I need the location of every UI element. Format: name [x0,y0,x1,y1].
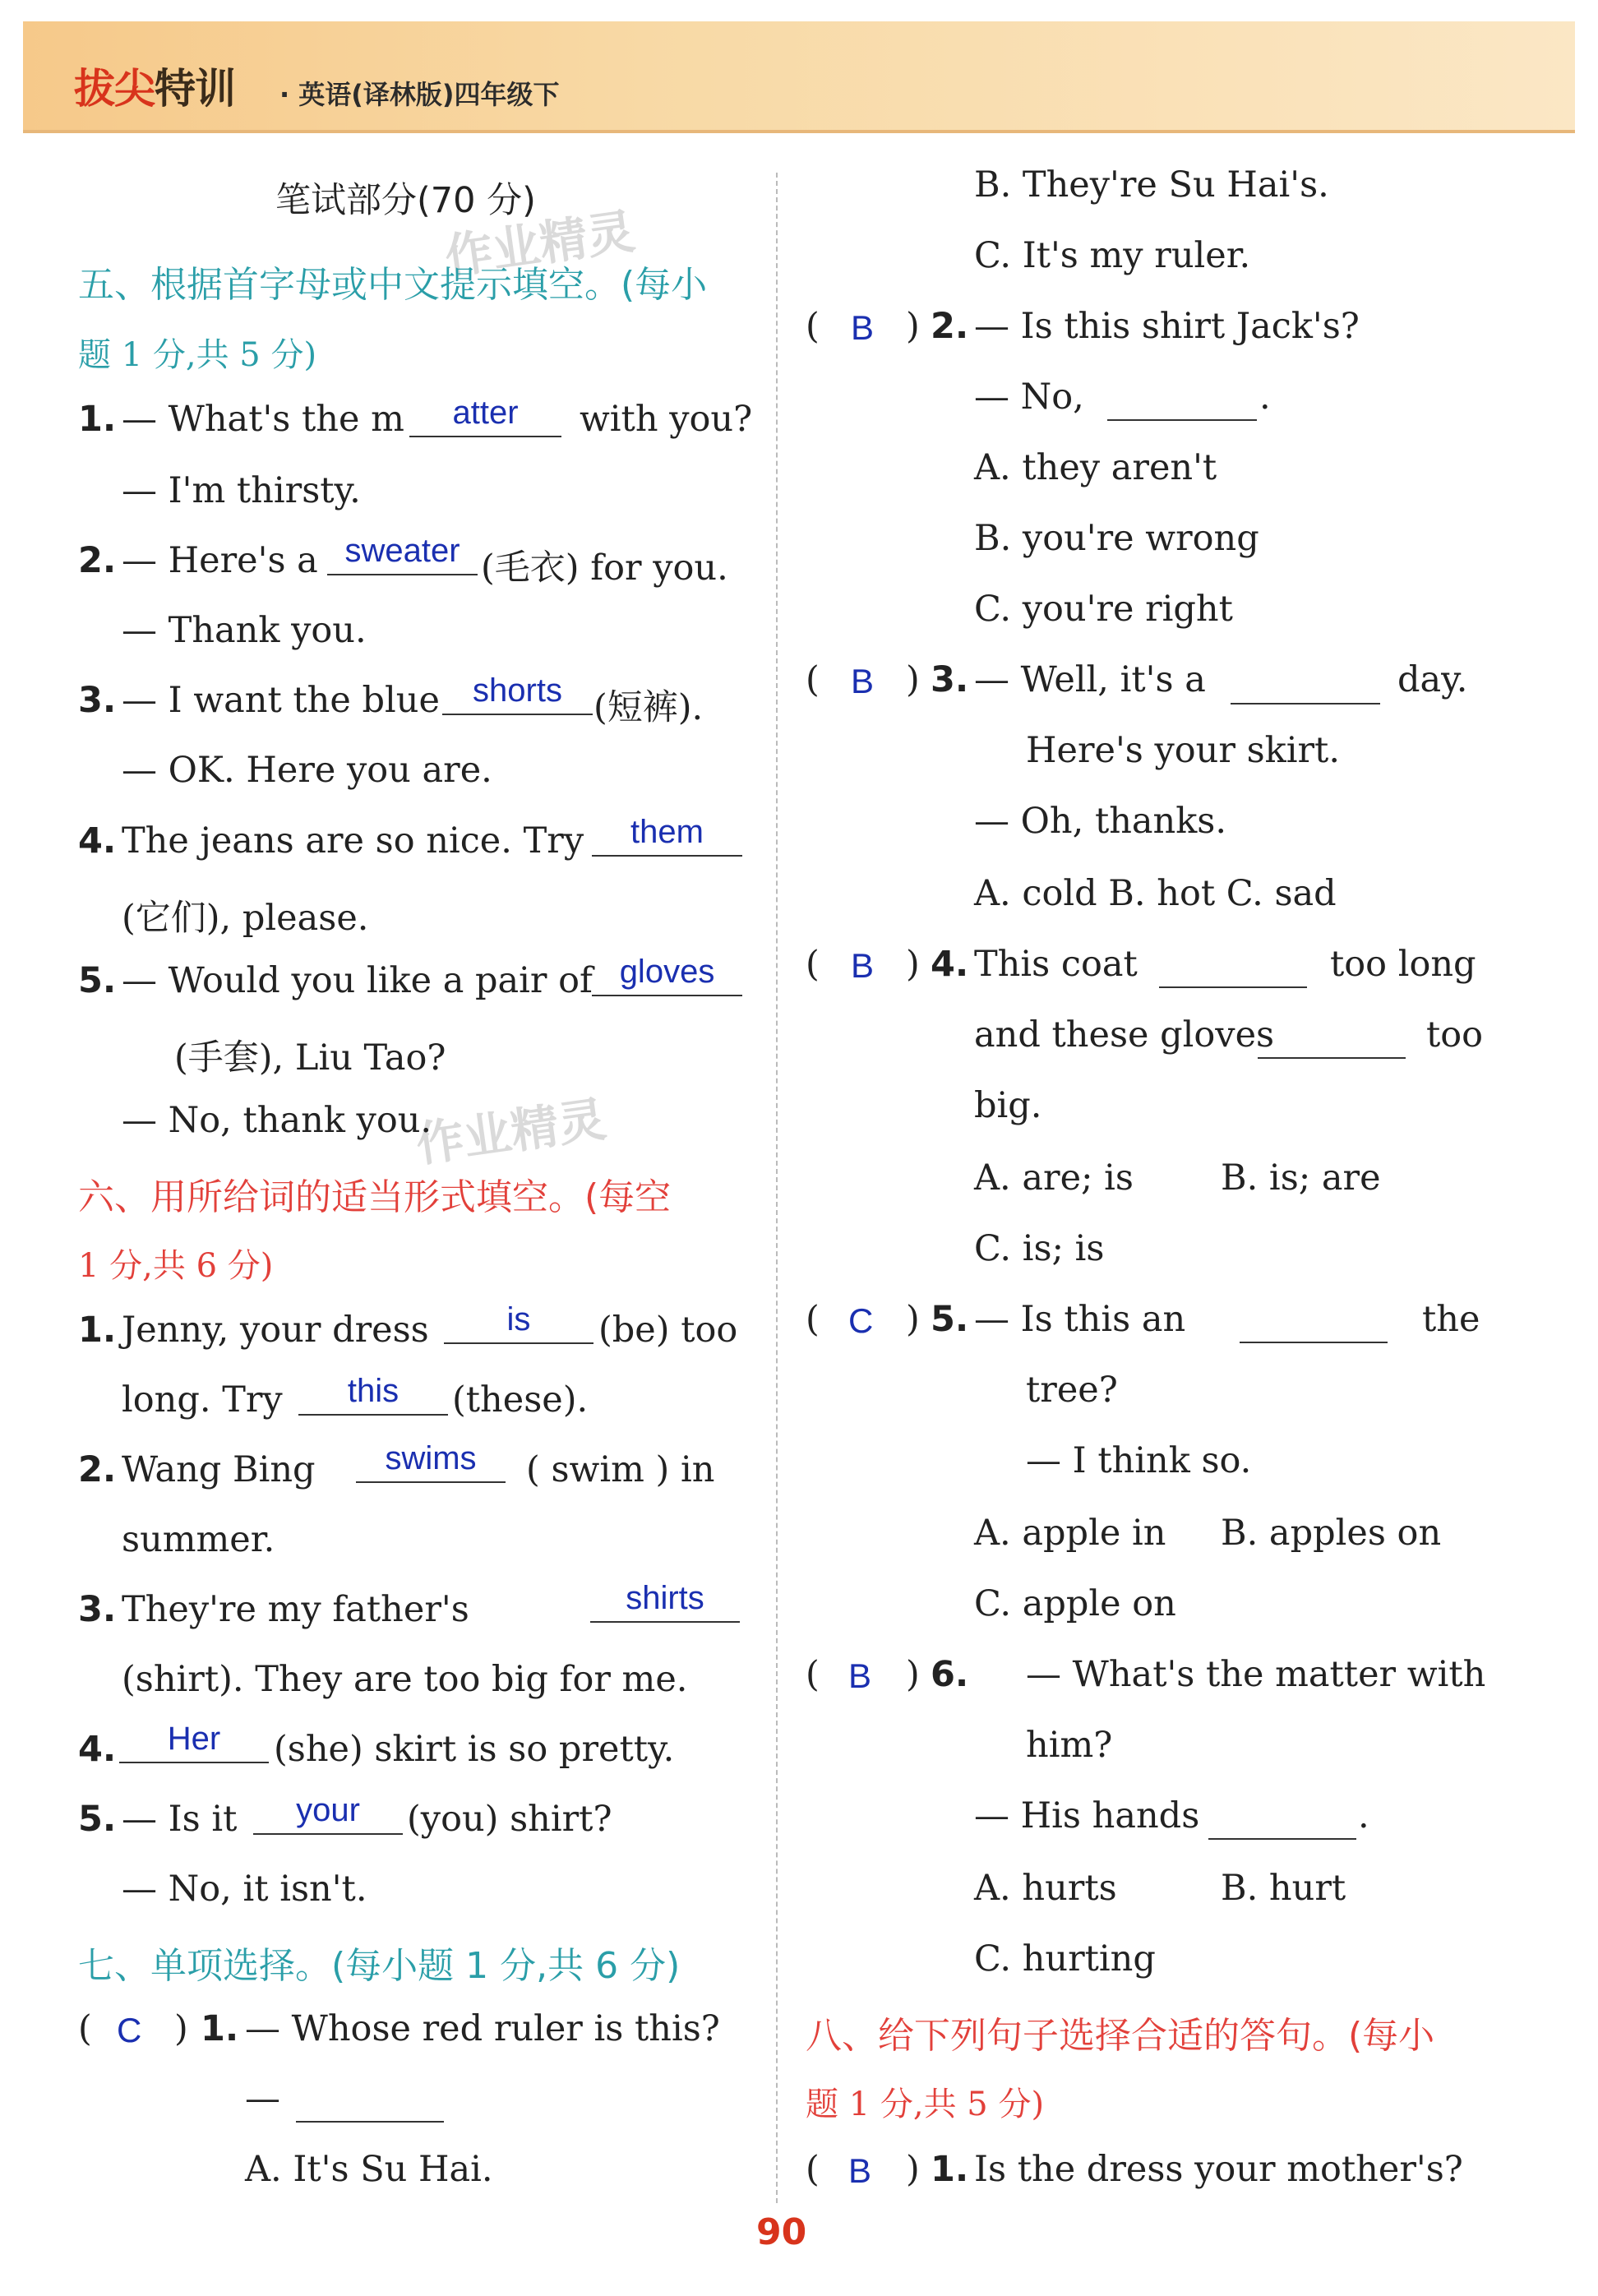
answer-paren: ) [906,1299,920,1340]
option-a: A. they aren't [974,447,1217,488]
answer-blank: them [592,814,742,857]
answer-blank: sweater [327,533,478,575]
choice-answer: B [851,308,875,347]
answer-blank [1208,1797,1356,1840]
watermark: 作业精灵 [441,203,639,285]
question-text: and these gloves [974,1014,1275,1056]
question-text: . [1259,377,1271,418]
question-text: They're my father's [122,1589,469,1630]
question-text: day. [1397,659,1468,700]
answer-paren: ) [174,2008,188,2049]
question-text: — Here's a [122,540,318,581]
choice-answer: B [848,2151,872,2190]
answer-paren: ( [806,659,820,700]
choice-answer: B [851,946,875,985]
question-number: 4. [78,820,117,862]
answer-blank [296,2080,444,2123]
choice-answer: B [851,662,875,700]
question-number: 5. [78,960,117,1001]
section-6-tail: 1 分,共 6 分) [78,1247,274,1285]
answer-paren: ( [806,1654,820,1695]
question-number: 4. [78,1729,117,1770]
question-text: (these). [452,1379,589,1421]
question-text: — Oh, thanks. [974,801,1227,842]
header-banner [23,21,1575,133]
question-text: Here's your skirt. [1026,730,1340,771]
question-text: — No, [974,377,1084,418]
question-number: 2. [931,306,969,347]
answer-blank [1159,945,1307,988]
question-text: — Is this shirt Jack's? [974,306,1360,347]
answer-blank [1107,378,1257,421]
brand-logo: 拔尖特训 [74,65,235,113]
choice-answer: B [848,1656,872,1695]
question-text: — OK. Here you are. [122,750,492,791]
question-text: — [245,2078,280,2119]
answer-blank: Her [119,1721,269,1763]
question-text: (短裤). [593,687,704,728]
answer-blank: shirts [590,1580,740,1623]
section-5-tail: 题 1 分,共 5 分) [78,336,317,374]
question-text: too [1426,1014,1484,1056]
question-text: too long [1330,944,1476,985]
question-number: 6. [931,1654,969,1695]
question-text: long. Try [122,1379,283,1421]
question-number: 3. [931,659,969,700]
option-c: C. hurting [974,1938,1156,1980]
question-text: ( swim ) in [526,1449,715,1490]
question-text: Jenny, your dress [122,1310,429,1351]
question-number: 2. [78,540,117,581]
section-6-title: 六、用所给词的适当形式填空。(每空 [78,1176,672,1218]
option-c: C. you're right [974,589,1233,630]
choice-answer: C [848,1301,874,1340]
answer-paren: ) [906,2149,920,2190]
question-text: (shirt). They are too big for me. [122,1659,688,1700]
question-text: — I'm thirsty. [122,470,361,511]
question-number: 3. [78,1589,117,1630]
answer-blank: shorts [442,672,593,715]
answer-blank: is [444,1301,593,1344]
answer-blank [1231,662,1380,705]
answer-blank: your [253,1792,403,1835]
options-row: A. cold B. hot C. sad [974,873,1337,914]
answer-paren: ( [806,306,820,347]
option-b: B. hurt [1221,1868,1346,1909]
section-7-title: 七、单项选择。(每小题 1 分,共 6 分) [78,1945,681,1987]
question-text: — Would you like a pair of [122,960,593,1001]
question-text: Wang Bing [122,1449,316,1490]
question-text: the [1422,1299,1480,1340]
question-text: summer. [122,1519,275,1560]
question-number: 4. [931,944,969,985]
question-text: Is the dress your mother's? [974,2149,1463,2190]
question-text: tree? [1026,1370,1118,1411]
question-text: — No, it isn't. [122,1869,367,1910]
question-text: — I want the blue [122,680,440,721]
section-8-tail: 题 1 分,共 5 分) [806,2086,1045,2123]
option-a: A. apple in [974,1513,1166,1554]
answer-paren: ( [806,944,820,985]
question-number: 1. [78,1310,117,1351]
watermark: 作业精灵 [413,1091,610,1173]
answer-blank: atter [409,395,561,437]
question-text: big. [974,1085,1042,1126]
answer-paren: ) [906,659,920,700]
option-c: C. apple on [974,1583,1176,1624]
choice-answer: C [117,2011,142,2049]
book-subtitle: · 英语(译林版)四年级下 [279,79,560,110]
option-a: A. hurts [974,1868,1117,1909]
answer-paren: ) [906,1654,920,1695]
answer-paren: ( [806,1299,820,1340]
question-number: 5. [78,1799,117,1840]
answer-paren: ( [806,2149,820,2190]
question-text: This coat [974,944,1138,985]
question-text: — Is this an [974,1299,1186,1340]
question-text: — No, thank you. [122,1100,432,1141]
question-text: — What's the m [122,399,404,440]
question-number: 5. [931,1299,969,1340]
question-text: — Whose red ruler is this? [245,2008,720,2049]
question-text: — Well, it's a [974,659,1206,700]
answer-blank [1240,1300,1388,1343]
question-number: 1. [931,2149,969,2190]
question-text: — What's the matter with [1026,1654,1486,1695]
option-b: B. apples on [1221,1513,1442,1554]
answer-blank: swims [356,1440,506,1483]
option-b: B. you're wrong [974,518,1259,559]
question-text: — Is it [122,1799,238,1840]
option-b: B. is; are [1221,1157,1381,1199]
option-c: C. is; is [974,1228,1105,1269]
part-title: 笔试部分(70 分) [275,180,536,221]
question-text: (you) shirt? [407,1799,612,1840]
option-c: C. It's my ruler. [974,235,1251,276]
question-text: — Thank you. [122,610,367,651]
question-text: — His hands [974,1795,1200,1836]
answer-paren: ) [906,306,920,347]
section-5-title: 五、根据首字母或中文提示填空。(每小 [78,264,708,306]
question-text: The jeans are so nice. Try [122,820,584,862]
option-b: B. They're Su Hai's. [974,164,1329,206]
column-divider [776,173,778,2203]
page-number: 90 [756,2211,807,2253]
question-text: (手套), Liu Tao? [174,1037,446,1079]
question-number: 1. [78,399,117,440]
question-text: . [1358,1795,1369,1836]
answer-paren: ) [906,944,920,985]
question-text: (毛衣) for you. [481,547,728,589]
question-text: with you? [580,399,753,440]
question-text: (be) too [598,1310,738,1351]
question-text: (she) skirt is so pretty. [274,1729,675,1770]
question-text: — I think so. [1026,1440,1252,1481]
question-text: (它们), please. [122,898,369,939]
option-a: A. It's Su Hai. [245,2149,493,2190]
answer-paren: ( [78,2008,92,2049]
question-number: 1. [201,2008,239,2049]
question-number: 2. [78,1449,117,1490]
option-a: A. are; is [974,1157,1134,1199]
answer-blank: this [298,1373,448,1416]
section-8-title: 八、给下列句子选择合适的答句。(每小 [806,2015,1435,2057]
answer-blank: gloves [592,954,742,996]
question-text: him? [1026,1725,1113,1766]
answer-blank [1258,1016,1406,1059]
question-number: 3. [78,680,117,721]
